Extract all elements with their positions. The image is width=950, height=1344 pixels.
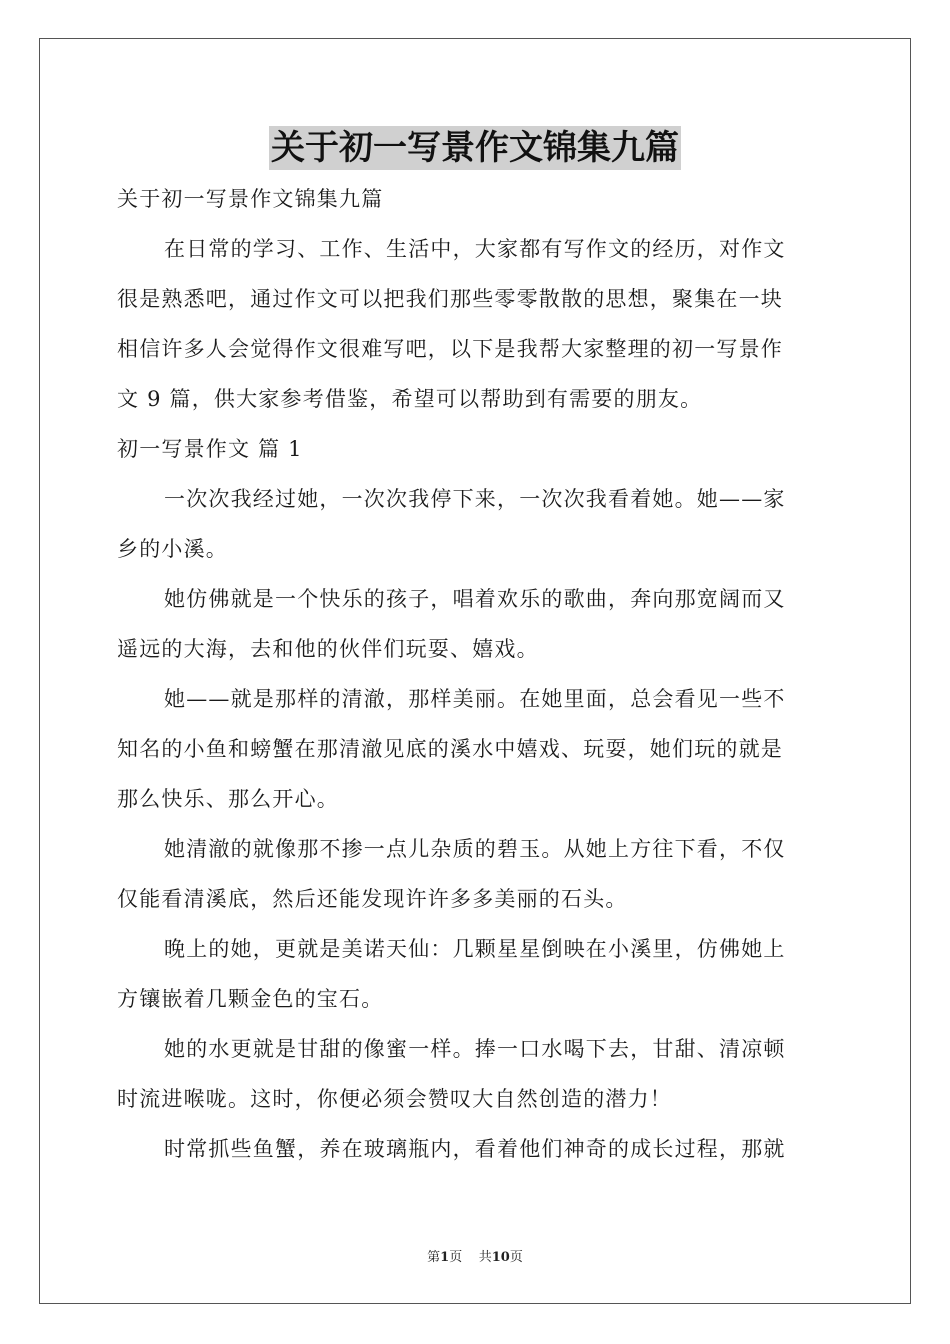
footer-total-pages: 10 — [491, 1250, 510, 1265]
text-line: 关于初一写景作文锦集九篇 — [117, 187, 384, 211]
text-line: 她的水更就是甘甜的像蜜一样。捧一口水喝下去，甘甜、清凉顿 — [164, 1037, 786, 1061]
text-line: 时流进喉咙。这时，你便必须会赞叹大自然创造的潜力！ — [117, 1087, 672, 1111]
text-line: 相信许多人会觉得作文很难写吧，以下是我帮大家整理的初一写景作 — [117, 337, 783, 361]
text-line: 方镶嵌着几颗金色的宝石。 — [117, 987, 384, 1011]
title-container — [0, 126, 950, 170]
text-line: 时常抓些鱼蟹，养在玻璃瓶内，看着他们神奇的成长过程，那就 — [164, 1137, 786, 1161]
text-line: 她清澈的就像那不掺一点儿杂质的碧玉。从她上方往下看，不仅 — [164, 837, 786, 861]
text-line: 遥远的大海，去和他的伙伴们玩耍、嬉戏。 — [117, 637, 539, 661]
text-line: 仅能看清溪底，然后还能发现许许多多美丽的石头。 — [117, 887, 628, 911]
page-footer — [0, 1246, 950, 1265]
footer-page-unit: 页 — [449, 1250, 463, 1265]
text-line: 晚上的她，更就是美诺天仙：几颗星星倒映在小溪里，仿佛她上 — [164, 937, 786, 961]
text-line: 她——就是那样的清澈，那样美丽。在她里面，总会看见一些不 — [164, 687, 786, 711]
footer-page-number: 1 — [440, 1250, 450, 1265]
text-line: 在日常的学习、工作、生活中，大家都有写作文的经历，对作文 — [164, 237, 786, 261]
text-line: 很是熟悉吧，通过作文可以把我们那些零零散散的思想，聚集在一块 — [117, 287, 783, 311]
document-title: 关于初一写景作文锦集九篇 — [271, 128, 679, 168]
text-line: 那么快乐、那么开心。 — [117, 787, 339, 811]
text-line: 一次次我经过她，一次次我停下来，一次次我看着她。她——家 — [164, 487, 786, 511]
text-line: 文 9 篇，供大家参考借鉴，希望可以帮助到有需要的朋友。 — [117, 387, 703, 411]
text-line: 初一写景作文 篇 1 — [117, 437, 303, 461]
footer-page-prefix: 第 — [427, 1250, 441, 1265]
document-body — [117, 174, 837, 1174]
footer-total-unit: 页 — [509, 1250, 523, 1265]
text-line: 知名的小鱼和螃蟹在那清澈见底的溪水中嬉戏、玩耍，她们玩的就是 — [117, 737, 783, 761]
text-line: 乡的小溪。 — [117, 537, 228, 561]
footer-total-prefix: 共 — [478, 1250, 492, 1265]
text-line: 她仿佛就是一个快乐的孩子，唱着欢乐的歌曲，奔向那宽阔而又 — [164, 587, 786, 611]
